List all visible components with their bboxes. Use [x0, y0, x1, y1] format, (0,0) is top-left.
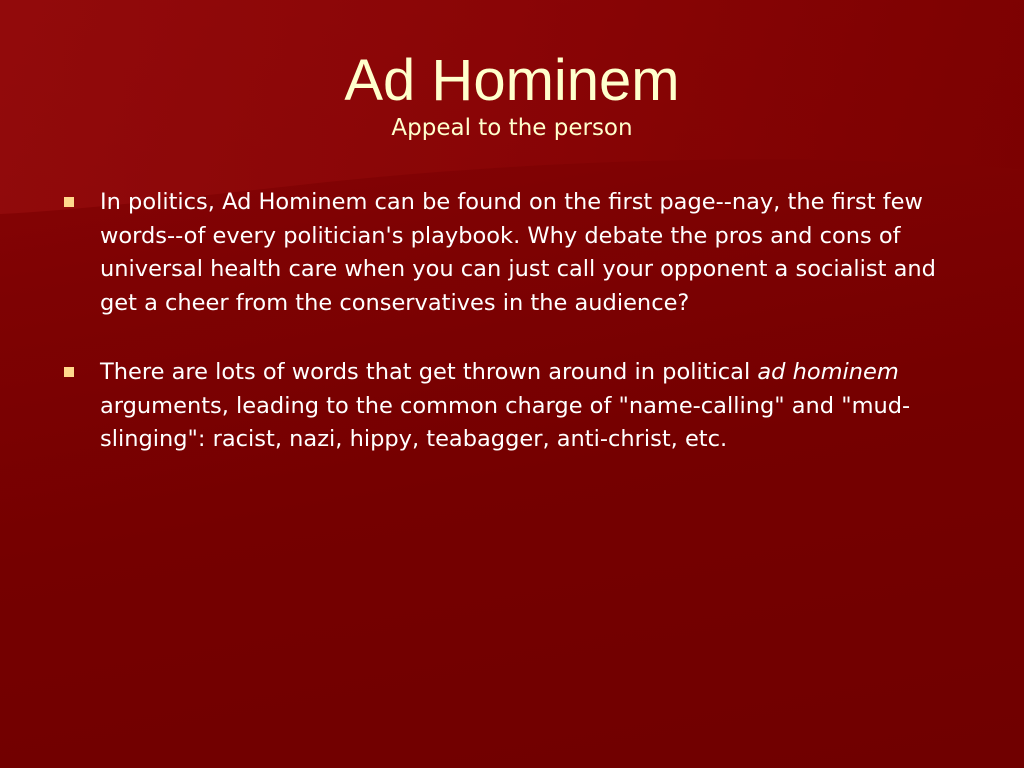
- slide-subtitle: Appeal to the person: [391, 115, 633, 141]
- bullet-item: [100, 356, 970, 457]
- square-bullet-icon: [64, 367, 74, 377]
- square-bullet-icon: [64, 197, 74, 207]
- bullet-text: In politics, Ad Hominem can be found on the first page--nay, the first few words--of every politician's playbook. Why debate the pros and cons of universal health care when you can just call your opponent a socialist and get a cheer from the conservatives in the audience?: [100, 189, 936, 316]
- bullet-text-after: arguments, leading to the common charge of "name-calling" and "mud-slinging": racist, nazi, hippy, teabagger, anti-christ, etc.: [100, 392, 911, 452]
- slide-title: Ad Hominem: [344, 48, 680, 113]
- bullet-italic-term: ad hominem: [757, 359, 899, 385]
- title-block: [0, 44, 1024, 144]
- bullet-list: [100, 186, 970, 493]
- bullet-item: [100, 186, 970, 320]
- bullet-text-before: There are lots of words that get thrown around in political: [100, 359, 758, 385]
